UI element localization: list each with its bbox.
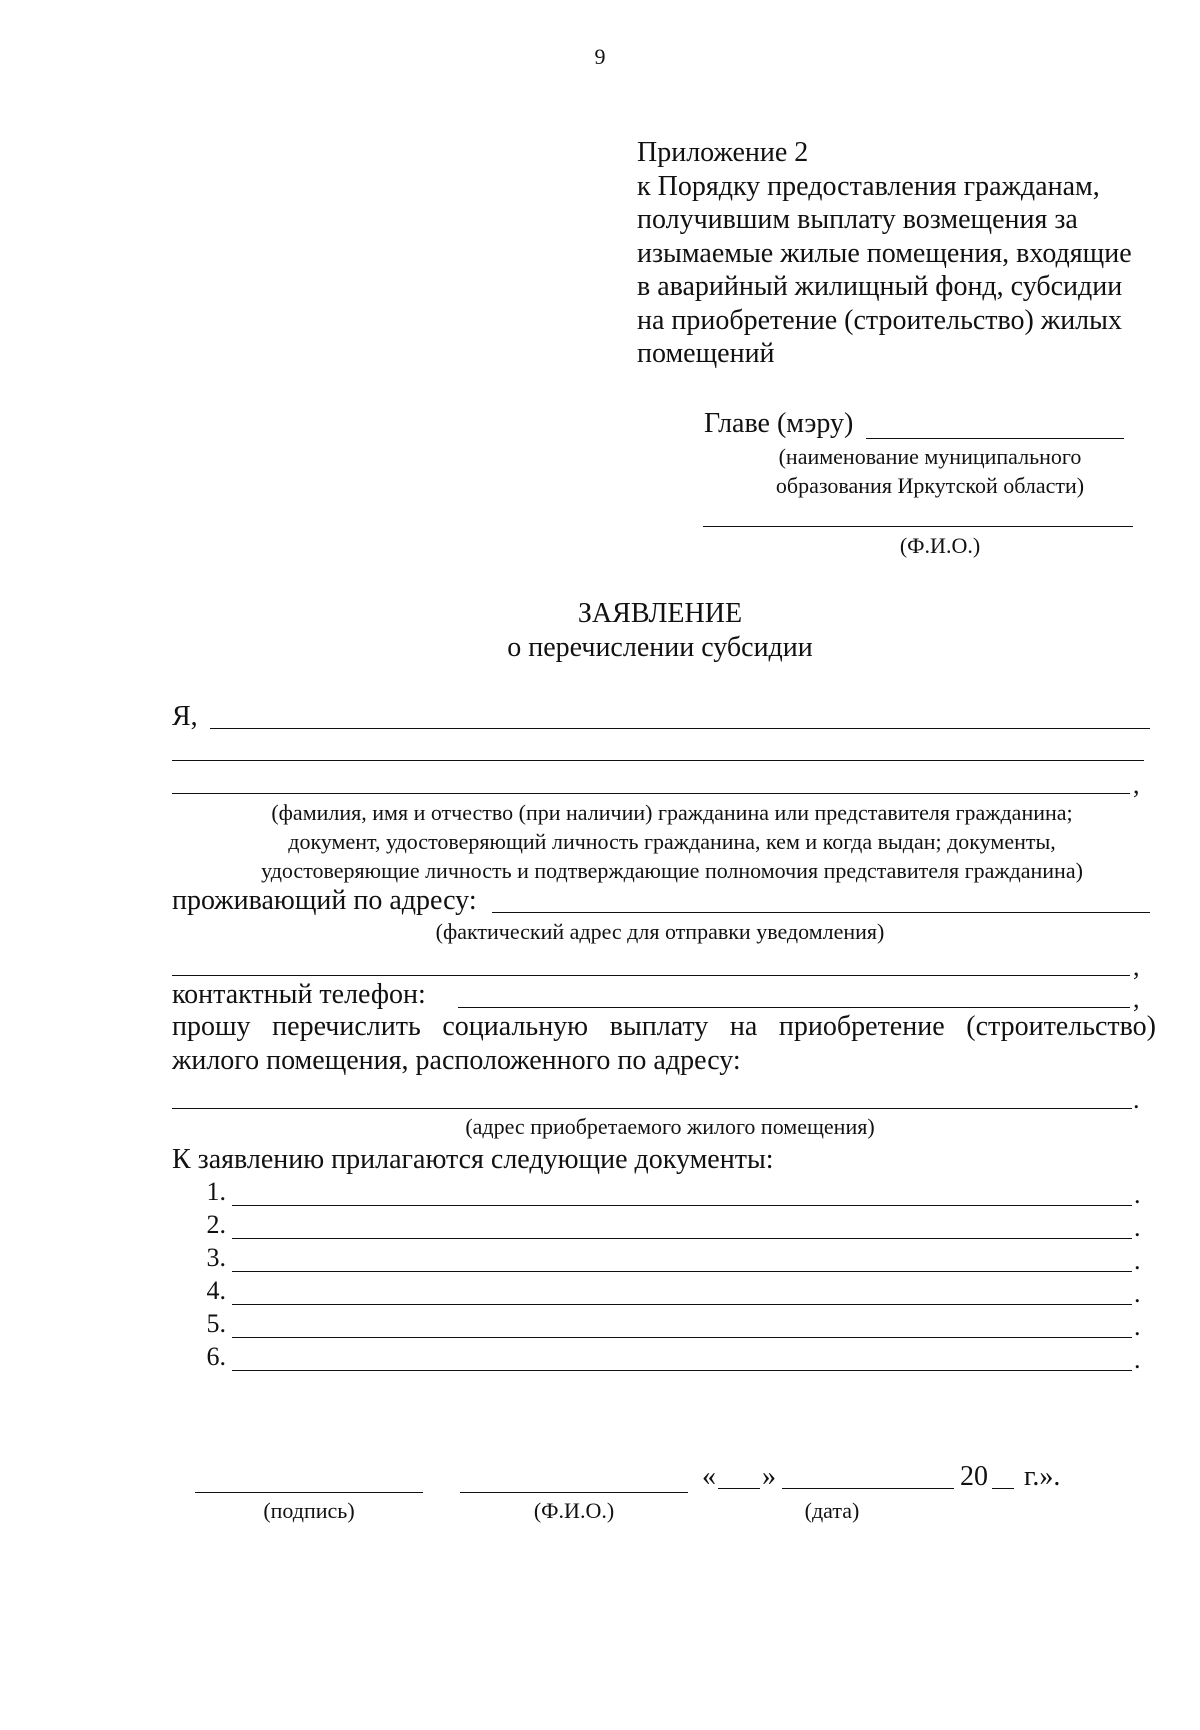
municipality-hint-line: образования Иркутской области) — [775, 473, 1085, 498]
phone-label: контактный телефон: — [172, 979, 426, 1010]
attachment-end: . — [1134, 1345, 1141, 1374]
year-field[interactable] — [992, 1488, 1014, 1489]
quote-close: » — [762, 1461, 776, 1492]
year-suffix: г.». — [1024, 1461, 1061, 1492]
addressee-fio-field[interactable] — [703, 526, 1133, 527]
attachment-number: 6. — [206, 1342, 226, 1371]
residence-hint: (фактический адрес для отправки уведомления) — [435, 919, 885, 944]
request-text-line-1: прошу перечислить социальную выплату на приобретение (строительство) — [172, 1011, 1156, 1042]
attachment-field-1[interactable] — [232, 1205, 1132, 1206]
municipality-hint — [700, 442, 1160, 500]
applicant-hint-line: (фамилия, имя и отчество (при наличии) гражданина или представителя гражданина; — [271, 800, 1073, 825]
property-address-end: . — [1133, 1085, 1140, 1114]
property-address-field[interactable] — [172, 1108, 1132, 1109]
attachment-number: 1. — [206, 1177, 226, 1206]
attachment-field-2[interactable] — [232, 1238, 1132, 1239]
attachment-end: . — [1134, 1180, 1141, 1209]
residence-field[interactable] — [492, 912, 1150, 913]
appendix-line: на приобретение (строительство) жилых — [637, 304, 1122, 336]
attachment-field-5[interactable] — [232, 1337, 1132, 1338]
appendix-line: получившим выплату возмещения за — [637, 204, 1078, 235]
appendix-line: помещений — [637, 338, 775, 369]
applicant-prefix: Я, — [172, 701, 198, 732]
signature-field[interactable] — [195, 1492, 423, 1493]
date-hint: (дата) — [804, 1498, 860, 1523]
municipality-hint-line: (наименование муниципального — [778, 444, 1082, 469]
signature-fio-field[interactable] — [460, 1492, 688, 1493]
attachment-number: 2. — [206, 1210, 226, 1239]
document-subtitle: о перечислении субсидии — [507, 632, 813, 663]
addressee-fio-hint: (Ф.И.О.) — [899, 533, 981, 558]
document-title: ЗАЯВЛЕНИЕ — [577, 598, 743, 629]
appendix-header — [637, 136, 1177, 371]
attachments-heading: К заявлению прилагаются следующие документы: — [172, 1144, 774, 1175]
attachment-end: . — [1134, 1279, 1141, 1308]
attachment-end: . — [1134, 1246, 1141, 1275]
request-text-line-2: жилого помещения, расположенного по адресу: — [172, 1045, 741, 1076]
day-field[interactable] — [718, 1488, 760, 1489]
attachment-number: 5. — [206, 1309, 226, 1338]
applicant-comma: , — [1133, 770, 1140, 799]
applicant-hint-line: документ, удостоверяющий личность гражданина, кем и когда выдан; документы, — [288, 829, 1056, 854]
attachment-field-4[interactable] — [232, 1304, 1132, 1305]
addressee-label: Главе (мэру) — [704, 408, 854, 439]
signature-hint: (подпись) — [263, 1498, 355, 1523]
quote-open: « — [702, 1461, 716, 1492]
municipality-field[interactable] — [866, 438, 1124, 439]
attachment-number: 4. — [206, 1276, 226, 1305]
appendix-line: к Порядку предоставления гражданам, — [637, 170, 1100, 202]
appendix-line: Приложение 2 — [637, 137, 809, 168]
attachment-number: 3. — [206, 1243, 226, 1272]
applicant-hint-line: удостоверяющие личность и подтверждающие полномочия представителя гражданина) — [261, 858, 1083, 883]
residence-comma: , — [1133, 952, 1140, 981]
property-address-hint: (адрес приобретаемого жилого помещения) — [465, 1114, 875, 1139]
applicant-field-3[interactable] — [172, 793, 1130, 794]
appendix-line: изымаемые жилые помещения, входящие — [637, 237, 1132, 269]
attachment-end: . — [1134, 1312, 1141, 1341]
signature-fio-hint: (Ф.И.О.) — [533, 1498, 615, 1523]
applicant-field-2[interactable] — [172, 760, 1144, 761]
residence-label: проживающий по адресу: — [172, 885, 477, 916]
attachment-field-3[interactable] — [232, 1271, 1132, 1272]
appendix-line: в аварийный жилищный фонд, субсидии — [637, 271, 1123, 302]
applicant-field-1[interactable] — [210, 728, 1150, 729]
phone-comma: , — [1133, 984, 1140, 1013]
residence-field-2[interactable] — [172, 975, 1130, 976]
month-field[interactable] — [782, 1488, 954, 1489]
attachment-field-6[interactable] — [232, 1370, 1132, 1371]
page-number: 9 — [594, 44, 606, 69]
attachment-end: . — [1134, 1213, 1141, 1242]
applicant-hint — [172, 798, 1172, 885]
year-prefix: 20 — [960, 1461, 988, 1492]
phone-field[interactable] — [458, 1007, 1130, 1008]
